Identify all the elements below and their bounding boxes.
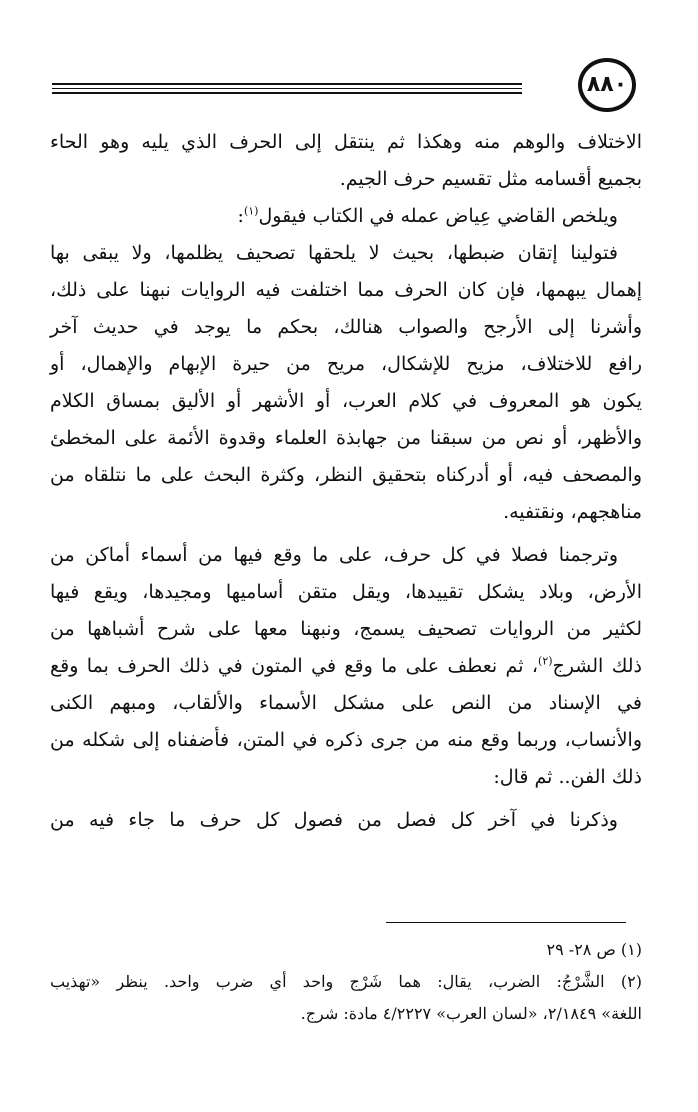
quote-paragraph-cont [50, 272, 642, 531]
footnote-ref[interactable]: (١) [243, 204, 259, 218]
text-line: يكون هو المعروف في كلام العرب، أو الأشهر أو الأليق بمساق الكلام [50, 390, 642, 412]
text-line: فتولينا إتقان ضبطها، بحيث لا يلحقها تصحيف يظلمها، ولا يبقى بها [50, 242, 618, 264]
paragraph-cont [50, 574, 642, 796]
paragraph [50, 537, 642, 574]
text-line: مناهجهم، ونقتفيه. [503, 501, 642, 523]
header-rule [52, 92, 522, 94]
footnote [50, 934, 642, 966]
text-line: لكثير من الروايات تصحيف يسمج، ونبهنا معها على شرح أشباهها من [50, 618, 642, 640]
text-line: في الإسناد من النص على مشكل الأسماء والألقاب، ومبهم الكنى [50, 692, 642, 714]
text-line: ذلك الفن.. ثم قال: [493, 766, 642, 788]
text-segment: ، ثم نعطف على ما وقع في المتون في ذلك الحرف بما وقع [50, 655, 539, 677]
footnote-ref[interactable]: (٢) [538, 654, 553, 668]
text-line: والأظهر، أو نص من سبقنا من جهابذة العلماء وقدوة الأئمة على المخطئ [50, 427, 642, 449]
text-line: إهمال يبهمها، فإن كان الحرف مما اختلفت فيه الروايات نبهنا على ذلك، [50, 279, 642, 301]
footnote-text: (١) ص ٢٨- ٢٩ [546, 940, 642, 959]
paragraph [50, 124, 642, 198]
footnote-text: اللغة» ٢/١٨٤٩، «لسان العرب» ٤/٢٢٢٧ مادة: شرج. [300, 1004, 642, 1023]
page-number-badge [578, 58, 636, 112]
text-line: ويلخص القاضي عِياض عمله في الكتاب فيقول [258, 205, 618, 227]
text-line: رافع للاختلاف، مزيح للإشكال، مريح من حيرة الإبهام والإهمال، أو [50, 353, 642, 375]
text-line: والمصحف فيه، أو أدركناه بتحقيق النظر، وكثرة البحث على ما نتلقاه من [50, 464, 642, 486]
footnote-separator [386, 922, 626, 923]
text-line: الأرض، وبلاد يشكل تقييدها، ويقل متقن أساميها ومجيدها، ويقع فيها [50, 581, 642, 603]
footnotes [50, 934, 642, 1030]
page-number: ٨٨٠ [586, 72, 628, 97]
page-header [0, 56, 698, 116]
text-segment: ذلك الشرج [552, 655, 642, 677]
main-text [50, 124, 642, 839]
paragraph [50, 802, 642, 839]
text-line: والأنساب، وربما وقع منه من جرى ذكره في المتن، فأضفناه إلى شكله من [50, 729, 642, 751]
text-line: وأشرنا إلى الأرجح والصواب هنالك، بحكم ما يوجد في حديث آخر [50, 316, 642, 338]
paragraph [50, 198, 642, 235]
header-rule [52, 88, 522, 89]
text-line: وترجمنا فصلا في كل حرف، على ما وقع فيها من أسماء أماكن من [50, 544, 618, 566]
header-rule [52, 83, 522, 85]
text-line: وذكرنا في آخر كل فصل من فصول كل حرف ما جاء فيه من [50, 809, 618, 831]
text-line [50, 648, 642, 685]
footnote-text: (٢) الشَّرْجُ: الضرب، يقال: هما شَرْج واحد أي ضرب واحد. ينظر «تهذيب [50, 972, 642, 991]
text-line: بجميع أقسامه مثل تقسيم حرف الجيم. [339, 168, 642, 190]
text-line: الاختلاف والوهم منه وهكذا ثم ينتقل إلى الحرف الذي يليه وهو الحاء [50, 131, 642, 153]
footnote [50, 966, 642, 1030]
quote-paragraph [50, 235, 642, 272]
text-tail: : [237, 205, 244, 227]
